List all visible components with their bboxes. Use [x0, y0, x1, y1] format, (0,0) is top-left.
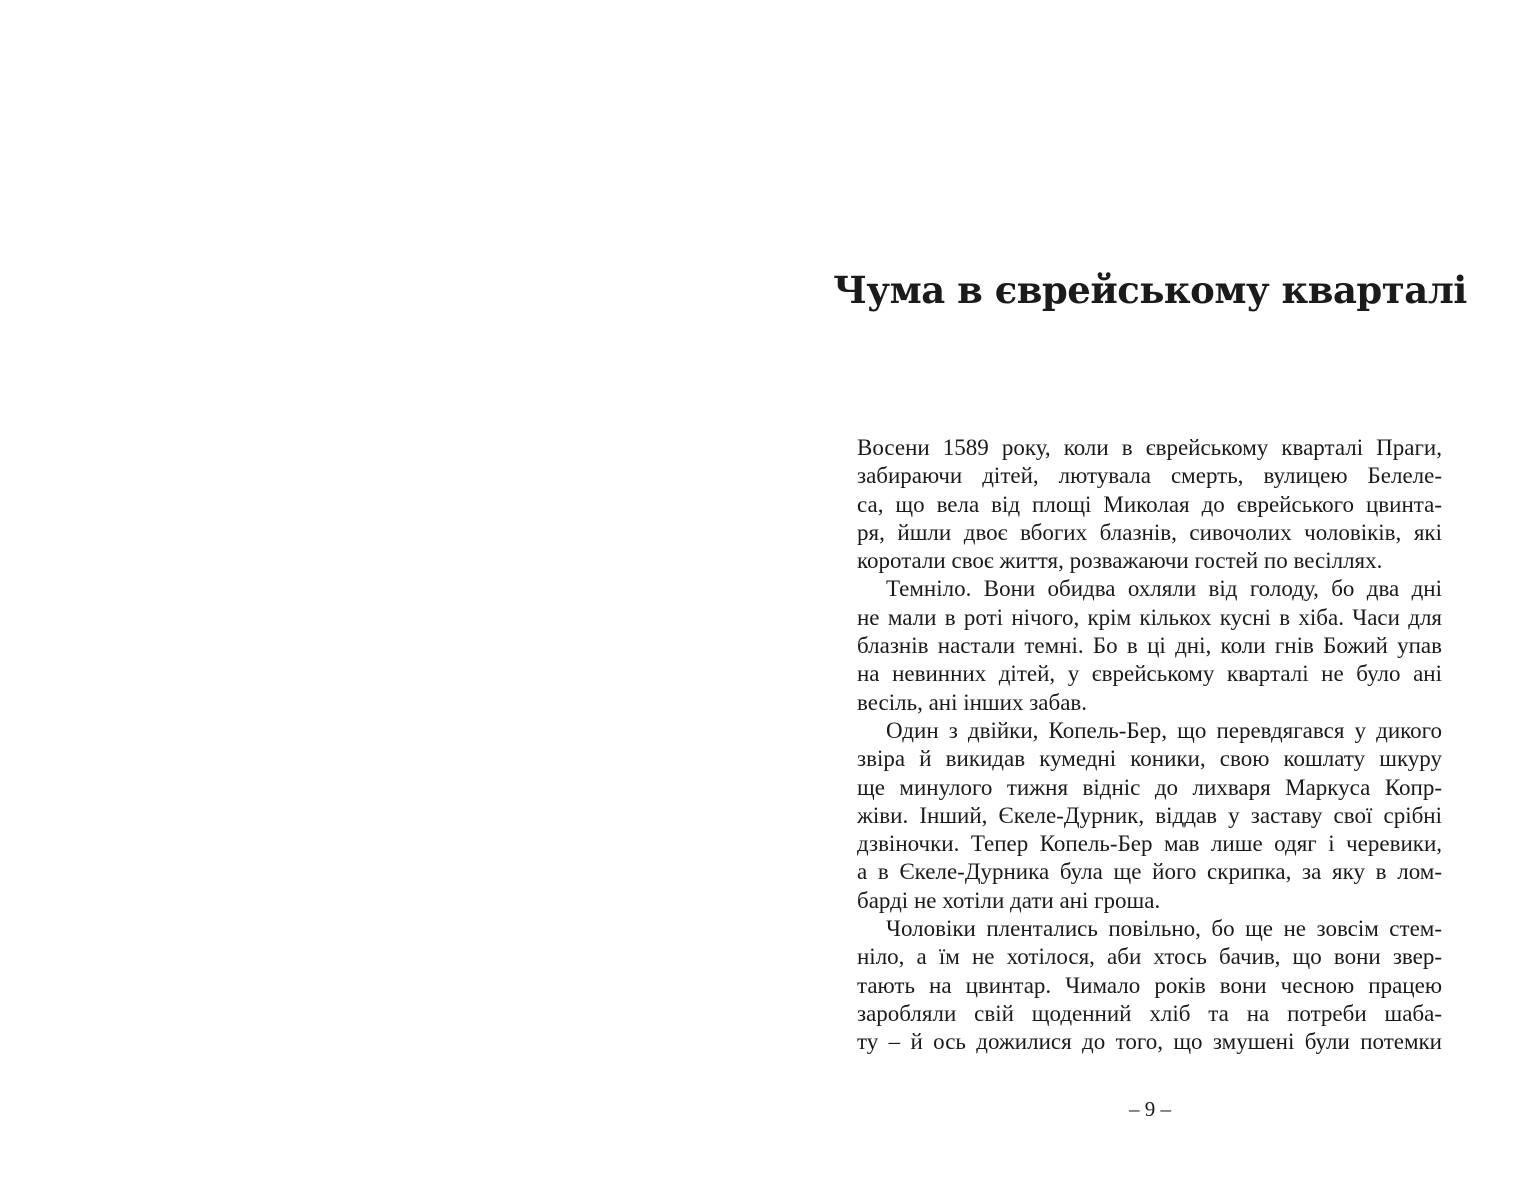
text-line: ніло, а їм не хотілося, аби хтось бачив, що вони звер- [857, 944, 1442, 970]
text-line: са, що вела від площі Миколая до єврейського цвинта- [857, 491, 1442, 517]
text-line: тають на цвинтар. Чимало років вони чесною працею [857, 972, 1442, 998]
page-number: – 9 – [1129, 1097, 1171, 1121]
text-line: забираючи дітей, лютувала смерть, вулицею Белеле- [857, 463, 1442, 489]
text-line: звіра й викидав кумедні коники, свою кошлату шкуру [857, 746, 1442, 772]
text-line: ря, йшли двоє вбогих блазнів, сивочолих чоловіків, які [857, 519, 1442, 545]
text-line: заробляли свій щоденний хліб та на потреби шаба- [857, 1000, 1442, 1026]
text-line: блазнів настали темні. Бо в ці дні, коли гнів Божий упав [857, 633, 1442, 659]
right-page [768, 0, 1536, 1182]
text-line: Темніло. Вони обидва охляли від голоду, бо два дні [886, 576, 1442, 602]
text-line: ту – й ось дожилися до того, що змушені були потемки [857, 1029, 1442, 1055]
text-line: на невинних дітей, у єврейському кварталі не було ані [857, 661, 1442, 687]
text-line: не мали в роті нічого, крім кількох кусні в хіба. Часи для [857, 604, 1442, 630]
text-line: Один з двійки, Копель-Бер, що перевдягався у дикого [886, 717, 1442, 743]
text-line: ще минулого тижня відніс до лихваря Маркуса Копр- [857, 774, 1442, 800]
text-line: Восени 1589 року, коли в єврейському кварталі Праги, [857, 435, 1442, 460]
text-line: весіль, ані інших забав. [857, 689, 1088, 715]
text-line: Чоловіки плентались повільно, бо ще не зовсім стем- [886, 916, 1442, 942]
text-line: дзвіночки. Тепер Копель-Бер мав лише одяг і черевики, [857, 831, 1442, 857]
text-line: барді не хотіли дати ані гроша. [857, 887, 1161, 913]
text-line: коротали своє життя, розважаючи гостей по весіллях. [857, 548, 1383, 574]
text-line: а в Єкеле-Дурника була ще його скрипка, за яку в лом- [857, 859, 1442, 885]
chapter-title: Чума в єврейському кварталі [833, 268, 1467, 312]
body-text [857, 434, 1442, 1057]
text-line: жіви. Інший, Єкеле-Дурник, віддав у заставу свої срібні [857, 802, 1442, 828]
